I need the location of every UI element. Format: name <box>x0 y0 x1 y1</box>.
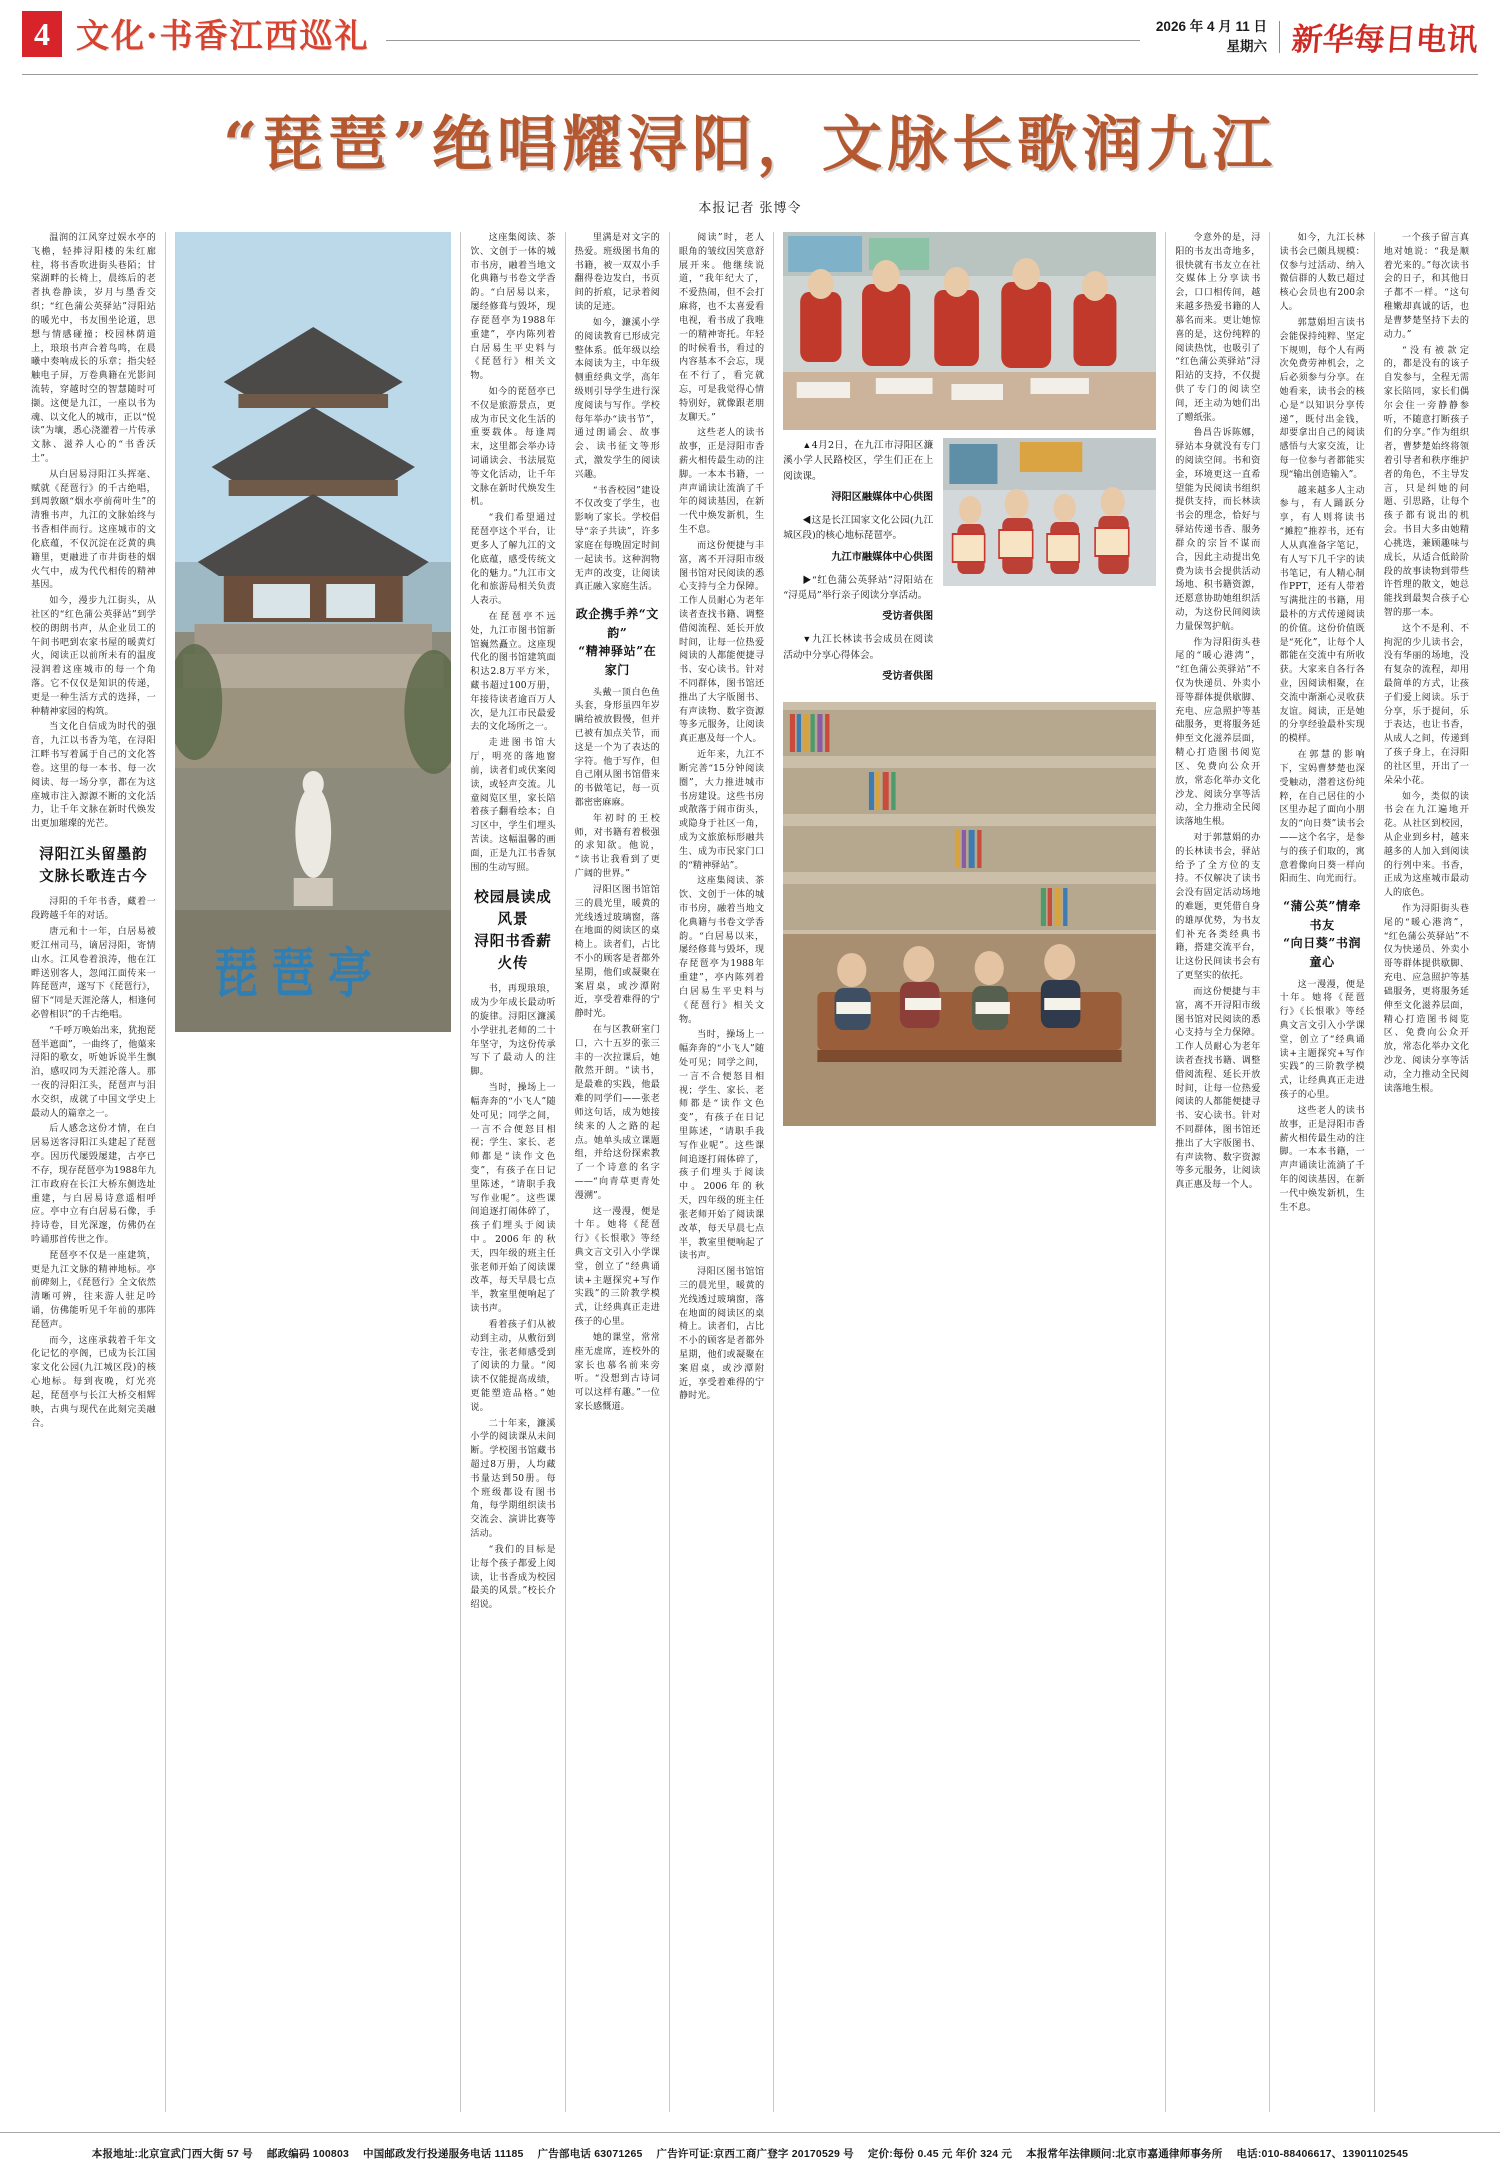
paragraph: 当时，操场上一幅奔奔的“小飞人”随处可见；同学之间，一言不合便怒目相视；学生、家长、老师都是“读作文色变”，有孩子在日记里陈述，“请职手我写作业呢”。这些课间追逐打闹体碎了，孩子们埋头于阅读中。2006年的秋天，四年级的班主任张老师开始了阅读课改革，每天早晨七点半，教室里便响起了读书声。 <box>678 1030 765 1262</box>
masthead-left <box>22 10 370 57</box>
paragraph: “没有被款定的，都是没有的该子自发参与，全程无需家长陪同，家长们偶尔会住一旁静静参听，不随意打断孩子们的分享。”作为组织者，曹梦楚始终将领着引导者和秩序维护者的角色，不主导发言，只是纠她的问题、引思路，让每个孩子都有说出的机会。书目大多由她精心挑选，兼顾趣味与成长，从适合低龄阶段的故事读物到带些许哲理的散文，她总能找到最契合孩子心智的那一本。 <box>1383 345 1470 618</box>
svg-text:亭: 亭 <box>327 941 372 1006</box>
photo-credit-4: 受访者供图 <box>882 671 934 683</box>
photo-column-center <box>773 232 1165 2112</box>
paragraph: 这些老人的读书故事，正是浔阳市香薪火相传最生动的注脚。一本本书籍，一声声诵读让流淌了千年的阅读基因，在新一代中焕发新机，生生不息。 <box>1279 1105 1365 1213</box>
paragraph: 作为浔阳街头巷尾的“暖心港湾”，“红色蒲公英驿站”不仅为快递员、外卖小哥等群体提供歇脚、充电、应急照护等基础服务，更将服务延伸至文化滋养层面，精心打造图书阅览区、免费向公众开放，常态化举办文化沙龙、阅读分享等活动，全力推动全民阅读落地生根。 <box>1175 637 1261 828</box>
subheading-line: “蒲公英”情牵书友 <box>1283 899 1362 932</box>
paragraph: “千呼万唤始出来，犹抱琵琶半遮面”，一曲终了，他蕖来浔阳的歌女，听她诉说半生飘泊，感叹同为天涯沦落人。那一夜的浔阳江头，琵琶声与泪水交织，成就了中国文学史上最动人的篇章之一。 <box>31 1025 156 1119</box>
caption-text: “红色蒲公英驿站”浔阳站在“浔觅局”举行亲子阅读分享活动。 <box>783 574 934 602</box>
masthead-divider-rule <box>386 10 1140 41</box>
text-column-5 <box>1165 232 1269 2112</box>
photo-caption-1 <box>783 438 933 484</box>
photo-caption-2 <box>783 513 933 544</box>
photo-credit-1: 浔阳区融媒体中心供图 <box>831 492 934 504</box>
paragraph: 书，再现琅琅，成为少年成长最动听的旋律。浔阳区濂溪小学驻扎老师的二十年坚守，为这份传承写下了最动人的注脚。 <box>470 984 556 1078</box>
paragraph: 浔阳区图书馆馆三的晨光里，暖黄的光线透过玻璃窗，落在地面的阅读区的桌椅上。读者们，占比不小的顾客是者都外星期，他们或凝聚在案眉桌，或沙潭附近，享受着难得的宁静时光。 <box>574 884 660 1020</box>
paragraph: 鲁昌告诉陈娜，驿站本身就没有专门的阅读空间。书和资金，环境更这一直希望能为民阅读书组织提供支持，而长林读书会的理念，恰好与驿站传递书香、服务群众的宗旨不谋而合，因此主动提出免费为读书会提供活动场地、积书籍资源，还愿意协助她组织活动，为这份民间阅读力量保驾护航。 <box>1175 428 1261 632</box>
caption-text: 4月2日，在九江市浔阳区濂溪小学人民路校区，学生们正在上阅读课。 <box>783 440 934 482</box>
paragraph: 在与区教研室门口，六十五岁的张三丰的一次拉课后，她散然开朗。“读书，是最难的实践，他最难的同学们——张老师这句话，成为她接续来的人之路的起点。她单头成立课题组，并给这份探索教了一个诗意的名字——“向青草更青处漫溯”。 <box>574 1025 660 1201</box>
paragraph: 这座集阅读、茶饮、文创于一体的城市书房，融着当地文化典籍与书卷文学香韵。“白居易以来，屡经修葺与毁坏，现存琵琶亭为1988年重建”，亭内陈列着白居易生平史料与《琵琶行》相关文物。 <box>470 233 556 382</box>
caption-text: 这是长江国家文化公园(九江城区段)的核心地标琵琶亭。 <box>783 515 934 542</box>
page-title: “琵琶”绝唱耀浔阳，文脉长歌润九江 <box>222 110 1278 180</box>
paragraph: 这些老人的读书故事，正是浔阳市香薪火相传最生动的注脚。一本本书籍，一声声诵读让流淌了千年的阅读基因，在新一代中焕发新机，生生不息。 <box>678 428 765 536</box>
paragraph: 这个不是利、不拘泥的少儿读书会，没有华丽的场地，没有复杂的流程，却用最简单的方式，让孩子们爱上阅读。乐于分享，乐于提问，乐于表达，也让书香，从成人之间，传递到了孩子身上，在浔阳的社区里，开出了一朵朵小花。 <box>1383 623 1470 786</box>
footer-ad-license: 广告许可证:京西工商广登字 20170529 号 <box>656 2147 854 2160</box>
caption-text: 九江长林读书会成员在阅读活动中分享心得体会。 <box>783 634 934 661</box>
paragraph: 她的课堂，常常座无虚席，连校外的家长也慕名前来旁听。“没想到古诗词可以这样有趣。”一位家长感慨道。 <box>574 1332 660 1412</box>
subheading-line: “精神驿站”在家门 <box>578 644 657 677</box>
svg-text:琵: 琵 <box>213 941 258 1006</box>
paragraph: 在郭慧的影响下，宝妈曹梦楚也深受触动，潜着这份纯粹，在自己居住的小区里办起了面向小朋友的“向日葵”读书会——这个名字，是参与的孩子们取的，寓意着像向日葵一样向阳而生、向光而行。 <box>1279 750 1365 885</box>
paragraph: 郭慧娟坦言读书会能保持纯粹、坚定下规则，每个人有两次免费劳神机会，之后必须参与分享。在她看来，读书会的核心是“以知识分享传递”，既付出金钱，却要拿出自己的阅读感悟与大家交流，让每一位参与者都能实现“输出创造输入”。 <box>1279 317 1365 480</box>
article-body <box>22 232 1478 2112</box>
svg-text:琶: 琶 <box>270 941 315 1006</box>
publication-weekday: 星期六 <box>1226 38 1267 54</box>
photo-kids-certificates <box>943 438 1156 586</box>
footer-legal-phone: 电话:010-88406617、13901102545 <box>1236 2147 1409 2160</box>
paragraph: 浔阳的千年书香，藏着一段跨越千年的对话。 <box>31 897 156 922</box>
footer-price: 定价:每份 0.45 元 年价 324 元 <box>867 2147 1013 2160</box>
paragraph: 温润的江风穿过娱水亭的飞檐，轻捧浔阳楼的朱红廊柱，将书香吹进街头巷陌；甘棠湖畔的长椅上，晨练后的老者执卷静读，岁月与墨香交织；“红色蒲公英驿站”浔阳站的暖光中，书友围坐论道，思想与情感碰撞；校园林荫道上，琅琅书声合着鸟鸣，在晨曦中奏响成长的乐章；指尖轻触电子屏，万卷典籍在光影间流转，穿越时空的智慧随时可撷。这便是九江，一座以书为魂、以文化人的城市，正以“悦读”为壤，悉心浇灌着一片传承文脉、滋养人心的“书香沃土”。 <box>31 233 156 464</box>
paragraph: 阅读”时，老人眼角的皱纹因笑意舒展开来。他继续说道，“我年纪大了，不爱热闹，但不会打麻将，也不太喜爱看电视，看书成了我唯一的精神寄托。年轻的时候看书，看过的内容基本不会忘，现在不行了，看完就忘，可是我觉得心情特别好，就像跟老朋友聊天。” <box>678 233 765 423</box>
subheading-line: 文脉长歌连古今 <box>39 867 148 885</box>
publication-date-block <box>1156 17 1267 56</box>
caption-marker-down-icon: ▼ <box>802 634 812 645</box>
paragraph: 琵琶亭不仅是一座建筑，更是九江文脉的精神地标。亭前碑刻上，《琵琶行》全文依然清晰可辨，往来游人驻足吟诵，仿佛能听见千年前的那阵琵琶声。 <box>31 1250 156 1330</box>
paragraph: 后人感念这份才情，在白居易送客浔阳江头建起了琵琶亭。因历代屡毁屡建，古亭已不存，现存琵琶亭为1988年九江市政府在长江大桥东侧选址重建，与白居易诗意遥相呼应。亭中立有白居易石像，手持诗卷，目光深邃，仿佛仍在吟诵那首传世之作。 <box>31 1124 156 1245</box>
caption-marker-left-icon: ◀ <box>802 515 812 526</box>
paragraph: 如今，漫步九江街头，从社区的“红色蒲公英驿站”到学校的朗朗书声，从企业员工的午间书吧到农家书屋的暖黄灯火，阅读正以前所未有的温度浸润着这座城市的每一个角落。它不仅仅是知识的传递，更是一种生活方式的选择，一种精神家园的构筑。 <box>31 596 156 717</box>
section-subheading-1 <box>31 844 156 888</box>
photo-classroom-reading <box>783 232 1156 430</box>
section-subheading-3 <box>575 605 660 679</box>
text-column-4 <box>669 232 773 2112</box>
masthead-separator <box>1279 21 1280 53</box>
footer-postcode: 邮政编码 100803 <box>266 2147 350 2160</box>
paragraph: 浔阳区图书馆馆三的晨光里，暖黄的光线透过玻璃窗，落在地面的阅读区的桌椅上。读者们，占比不小的顾客是者都外星期，他们或凝聚在案眉桌，或沙潭附近，享受着难得的宁静时光。 <box>678 1267 765 1402</box>
paragraph: “我们的目标是让每个孩子都爱上阅读，让书香成为校园最美的风景。”校长介绍说。 <box>470 1544 556 1611</box>
paragraph: 令意外的是，浔阳的书友出奇地多，很快就有书友立在社交媒体上分享读书会，口口相传间，越来越多热爱书籍的人慕名而来。更让她惊喜的是，这份纯粹的阅读热忱，也吸引了“红色蒲公英驿站”浔阳站的支持，不仅提供了专门的阅读空间，还主动为她们出了赠纸张。 <box>1175 233 1261 423</box>
footer-legal-advisor: 本报常年法律顾问:北京市嘉通律师事务所 <box>1026 2147 1223 2160</box>
paragraph: 当文化自信成为时代的强音，九江以书香为笔，在浔阳江畔书写着属于自己的文化答卷。这里的每一本书、每一次阅读、每一场分享，都在为这座城市注入源源不断的文化活力，让千年文脉在新时代焕发出更加璀璨的光芒。 <box>31 722 156 830</box>
paragraph: “我们希望通过琵琶亭这个平台，让更多人了解九江的文化底蕴，感受传统文化的魅力。”九江市文化和旅游局相关负责人表示。 <box>470 513 556 607</box>
paragraph: 越来越多人主动参与，有人踊跃分享，有人则将读书“摊腔”推荐书，还有人从真准备字笔记，有人写下几千字的读书笔记，有人精心制作PPT，还有人带着写满批注的书籍，用最朴的方式传递阅读的价值。这份价值既是“死化”，让每个人都能在交流中有所收获。大家来自各行各业，因阅读相聚，在交流中渐渐心灵收获友谊。阅读，正是她的分享经验最朴实现的模样。 <box>1279 485 1365 745</box>
paragraph: 近年来，九江不断完善“15分钟阅读圈”，大力推进城市书房建设。这些书房或散落于闹市街头，或隐身于社区一角，成为文旅旅标形融共生、成为市民家门口的“精神驿站”。 <box>678 750 765 871</box>
photo-column-pagoda <box>165 232 461 2112</box>
footer-distribution-phone: 中国邮政发行投递服务电话 11185 <box>363 2147 524 2160</box>
footer-address: 本报地址:北京宣武门西大街 57 号 <box>91 2147 253 2160</box>
paragraph: 二十年来，濂溪小学的阅读课从未间断。学校图书馆藏书超过8万册，人均藏书量达到50册。每个班级都设有图书角，每学期组织读书交流会、演讲比赛等活动。 <box>470 1418 556 1540</box>
paragraph: 而这份便捷与丰富，离不开浔阳市级图书馆对民阅读的悉心支持与全力保障。工作人员耐心为老年读者查找书籍、调整借阅流程、延长开放时间，让每一位热爱阅读的人都能便捷寻书、安心读书。针对不同群体，图书馆还推出了大字版图书、有声读物、数字资源等多元服务，让阅读真正惠及每一个人。 <box>1175 986 1261 1191</box>
text-column-2 <box>460 232 564 2112</box>
paragraph: “书香校园”建设不仅改变了学生，也影响了家长。学校倡导“亲子共读”，许多家庭在每晚固定时间一起读书。这种润物无声的改变，让阅读真正融入家庭生活。 <box>574 485 660 593</box>
paragraph: 这座集阅读、茶饮、文创于一体的城市书房，融着当地文化典籍与书卷文学香韵。“白居易以来，屡经修葺与毁坏，现存琵琶亭为1988年重建”，亭内陈列着白居易生平史料与《琵琶行》相关文物。 <box>678 876 765 1025</box>
photo-credit-3: 受访者供图 <box>882 611 934 623</box>
text-column-6 <box>1269 232 1373 2112</box>
photo-caption-4 <box>783 632 933 663</box>
text-column-1 <box>22 232 165 2112</box>
byline: 本报记者 张博令 <box>698 201 802 216</box>
paragraph: 对于郭慧娟的办的长林读书会，驿站给予了全方位的支持。不仅解决了读书会没有固定活动场地的难题，更凭借自身的雄厚优势，为书友们补充各类经典书籍，搭建交流平台，让这份民间读书会有了更坚实的依托。 <box>1175 832 1261 982</box>
subheading-line: “向日葵”书润童心 <box>1283 936 1362 969</box>
paragraph: 这一漫漫，便是十年。她将《琵琶行》《长恨歌》等经典文言文引入小学课堂，创立了“经典诵读+主题探究+写作实践”的三阶教学模式，让经典真正走进孩子的心里。 <box>574 1206 660 1328</box>
paragraph: 从白居易浔阳江头挥毫、赋就《琵琶行》的千古绝唱，到周敦颐“烟水亭前荷叶生”的清雅书声，九江的文脉始终与书香相伴而行。这座城市的文化底蕴，不仅沉淀在泛黄的典籍里，更融进了市井街巷的烟火气中，成为代代相传的精神基因。 <box>31 469 156 591</box>
footer-ad-phone: 广告部电话 63071265 <box>537 2147 643 2160</box>
photo-pipa-pavilion <box>175 232 452 1032</box>
paragraph: 走进图书馆大厅，明亮的落地窗前，读者们或伏案阅读，或轻声交流。儿童阅览区里，家长陪着孩子翻看绘本；自习区中，学生们埋头苦读。这幅温馨的画面，正是九江书香氛围的生动写照。 <box>470 738 556 873</box>
paragraph: 头戴一顶白色鱼头套，身形虽四年岁瞒给被放假慢，但并已被有加点关节，而这是一个为了表达的字符。他于写作，但自己刚从图书馆借来的书做笔记，每一页都密密麻麻。 <box>574 687 660 808</box>
page-footer <box>0 2132 1500 2173</box>
masthead-right <box>1156 10 1478 59</box>
subheading-line: 校园晨读成风景 <box>474 889 552 929</box>
paragraph: 作为浔阳街头巷尾的“暖心港湾”，“红色蒲公英驿站”不仅为快递员、外卖小哥等群体提供歇脚、充电、应急照护等基础服务，更将服务延伸至文化滋养层面，精心打造图书阅览区、免费向公众开放，常态化举办文化沙龙、阅读分享等活动，全力推动全民阅读落地生根。 <box>1383 904 1470 1094</box>
caption-marker-right-icon: ▶ <box>802 574 812 585</box>
masthead-underline <box>22 74 1478 75</box>
paragraph: 年初时的王校师，对书籍有着极强的求知欲。他说，“读书让我看到了更广阔的世界。” <box>574 813 660 880</box>
paragraph: 里满是对文字的热爱。班级图书角的书籍，被一双双小手翻得卷边发白，书页间的折痕，记录着阅读的足迹。 <box>574 233 660 313</box>
paragraph: 如今，类似的读书会在九江遍地开花。从社区到校园，从企业到乡村，越来越多的人加入到阅读的行列中来。书香，正成为这座城市最动人的底色。 <box>1383 791 1470 899</box>
text-column-3 <box>565 232 669 2112</box>
paragraph: 这一漫漫，便是十年。她将《琵琶行》《长恨歌》等经典文言文引入小学课堂，创立了“经典诵读+主题探究+写作实践”的三阶教学模式，让经典真正走进孩子的心里。 <box>1279 979 1365 1101</box>
paragraph: 唐元和十一年，白居易被贬江州司马，谪居浔阳，寄情山水。江风卷着浪涛，他在江畔送别客人，忽闻江面传来一阵琵琶声，遂写下《琵琶行》，留下“同是天涯沦落人，相逢何必曾相识”的千古绝唱。 <box>31 927 156 1020</box>
paragraph: 一个孩子留言真地对她说：“我是顺着光来的。”每次读书会的日子，和其他日子都不一样。“这句稚嫩却真诚的话，也是曹梦楚坚持下去的动力。” <box>1383 233 1470 340</box>
paragraph: 如今，濂溪小学的阅读教育已形成完整体系。低年级以绘本阅读为主，中年级侧重经典文学，高年级则引导学生进行深度阅读与写作。学校每年举办“读书节”，通过朗诵会、故事会、读书征文等形式，激发学生的阅读兴趣。 <box>574 317 660 480</box>
publication-date: 2026 年 4 月 11 日 <box>1155 18 1267 34</box>
page-number-badge: 4 <box>22 11 62 57</box>
photo-library-interior <box>783 702 1156 1126</box>
newspaper-brand-logo: 新华每日电讯 <box>1290 22 1480 58</box>
paragraph: 而今，这座承载着千年文化记忆的亭阁，已成为长江国家文化公园(九江城区段)的核心地标。每到夜晚，灯光亮起，琵琶亭与长江大桥交相辉映，古典与现代在此刻完美融合。 <box>31 1335 156 1429</box>
photo-credit-2: 九江市融媒体中心供图 <box>831 551 934 563</box>
paragraph: 而这份便捷与丰富，离不开浔阳市级图书馆对民阅读的悉心支持与全力保障。工作人员耐心为老年读者查找书籍、调整借阅流程、延长开放时间，让每一位热爱阅读的人都能便捷寻书、安心读书。针对不同群体，图书馆还推出了大字版图书、有声读物、数字资源等多元服务，让阅读真正惠及每一个人。 <box>678 540 765 745</box>
paragraph: 在琵琶亭不远处，九江市图书馆新馆巍然矗立。这座现代化的图书馆建筑面积达2.8万平方米，藏书超过100万册，年接待读者逾百万人次，是九江市民最爱去的文化场所之一。 <box>470 611 556 733</box>
caption-marker-up-icon: ▲ <box>802 440 812 450</box>
paragraph: 看着孩子们从被动到主动，从敷衍到专注，张老师感受到了阅读的力量。“阅读不仅能提高成绩，更能塑造品格。”她说。 <box>470 1319 556 1413</box>
paragraph: 当时，操场上一幅奔奔的“小飞人”随处可见；同学之间，一言不合便怒目相视；学生、家长、老师都是“读作文色变”，有孩子在日记里陈述，“请职手我写作业呢”。这些课间追逐打闹体碎了，孩子们埋头于阅读中。2006年的秋天，四年级的班主任张老师开始了阅读课改革，每天早晨七点半，教室里便响起了读书声。 <box>470 1083 556 1315</box>
section-subheading-4 <box>1279 897 1364 971</box>
masthead <box>22 0 1478 72</box>
paragraph: 如今的琵琶亭已不仅是旅游景点，更成为市民文化生活的重要载体。每逢周末，这里都会举办诗词诵读会、书法展览等文化活动，让千年文脉在新时代焕发生机。 <box>470 386 556 508</box>
paragraph: 如今，九江长林读书会已颇具规模：仅参与过活动、纳入微信群的人数已超过核心会员也有200余人。 <box>1279 233 1365 313</box>
section-subheading-2 <box>470 887 555 974</box>
subheading-line: 政企携手养“文韵” <box>575 607 659 640</box>
section-title: 文化·书香江西巡礼 <box>76 16 370 55</box>
subheading-line: 浔阳江头留墨韵 <box>39 845 148 863</box>
subheading-line: 浔阳书香薪火传 <box>474 932 552 972</box>
photo-caption-3 <box>783 573 933 604</box>
text-column-7 <box>1374 232 1478 2112</box>
